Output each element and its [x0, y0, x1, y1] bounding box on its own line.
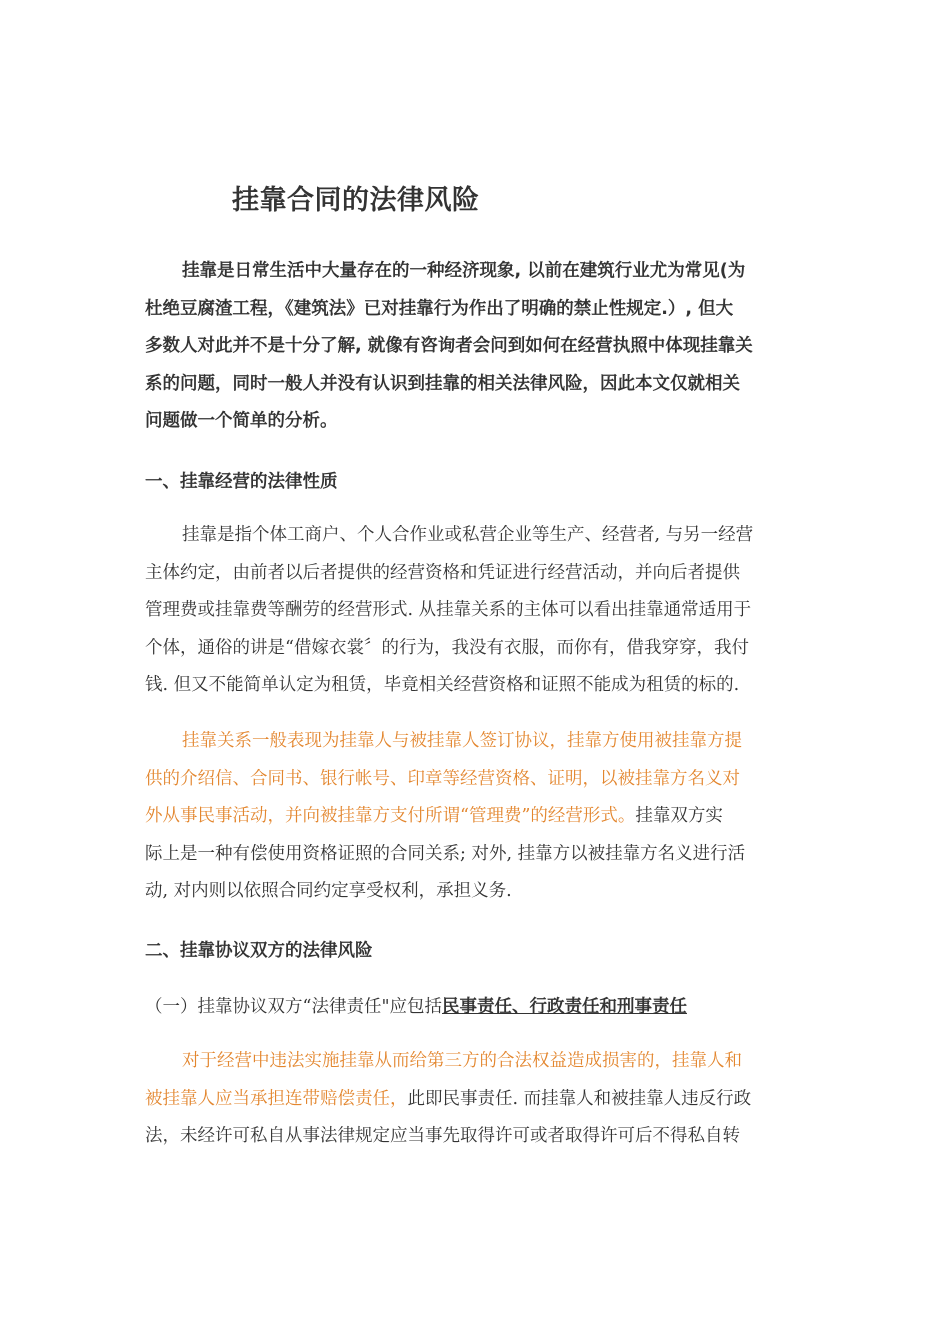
intro-paragraph — [145, 253, 810, 441]
subheading-underlined: 民事责任、行政责任和刑事责任 — [442, 997, 687, 1017]
paragraph-line: 钱. 但又不能简单认定为租赁，毕竟相关经营资格和证照不能成为租赁的标的. — [145, 675, 740, 695]
mixed-line — [145, 1081, 810, 1119]
highlighted-text: 外从事民事活动，并向被挂靠方支付所谓“管理费”的经营形式。 — [145, 806, 636, 826]
paragraph-line: 主体约定，由前者以后者提供的经营资格和凭证进行经营活动，并向后者提供 — [145, 562, 740, 583]
paragraph-line: 法，未经许可私自从事法律规定应当事先取得许可或者取得许可后不得私自转 — [145, 1126, 740, 1146]
section1-paragraph2 — [145, 723, 810, 911]
section2-paragraph1 — [145, 1043, 810, 1156]
intro-line: 系的问题，同时一般人并没有认识到挂靠的相关法律风险，因此本文仅就相关 — [145, 373, 740, 394]
section1-heading: 一、挂靠经营的法律性质 — [145, 472, 338, 492]
paragraph-line: 动, 对内则以依照合同约定享受权利，承担义务. — [145, 881, 512, 901]
paragraph-line: 管理费或挂靠费等酬劳的经营形式. 从挂靠关系的主体可以看出挂靠通常适用于 — [145, 600, 752, 620]
mixed-line — [145, 798, 810, 836]
section1-paragraph1 — [145, 517, 810, 705]
section2-subheading — [145, 993, 687, 1018]
highlighted-line: 对于经营中违法实施挂靠从而给第三方的合法权益造成损害的，挂靠人和 — [182, 1051, 742, 1071]
subheading-prefix: （一）挂靠协议双方“法律责任"应包括 — [145, 997, 442, 1017]
intro-line: 杜绝豆腐渣工程，《建筑法》已对挂靠行为作出了明确的禁止性规定.）, 但大 — [145, 298, 734, 319]
plain-text: 此即民事责任. 而挂靠人和被挂靠人违反行政 — [407, 1088, 752, 1109]
intro-line: 多数人对此并不是十分了解, 就像有咨询者会问到如何在经营执照中体现挂靠关 — [145, 336, 753, 356]
paragraph-line: 个体，通俗的讲是“借嫁衣裳〞的行为，我没有衣服，而你有，借我穿穿，我付 — [145, 637, 749, 658]
intro-line: 问题做一个简单的分析。 — [145, 411, 338, 431]
highlighted-line: 挂靠关系一般表现为挂靠人与被挂靠人签订协议，挂靠方使用被挂靠方提 — [182, 731, 742, 751]
plain-text: 挂靠双方实 — [635, 806, 723, 826]
highlighted-line: 供的介绍信、合同书、银行帐号、印章等经营资格、证明，以被挂靠方名义对 — [145, 768, 740, 789]
paragraph-line: 际上是一种有偿使用资格证照的合同关系; 对外, 挂靠方以被挂靠方名义进行活 — [145, 843, 746, 864]
intro-line: 挂靠是日常生活中大量存在的一种经济现象, 以前在建筑行业尤为常见(为 — [182, 261, 746, 281]
highlighted-text: 被挂靠人应当承担连带赔偿责任， — [145, 1088, 408, 1109]
document-title: 挂靠合同的法律风险 — [232, 185, 480, 216]
paragraph-line: 挂靠是指个体工商户、个人合作业或私营企业等生产、经营者, 与另一经营 — [182, 525, 754, 545]
section2-heading: 二、挂靠协议双方的法律风险 — [145, 941, 373, 961]
